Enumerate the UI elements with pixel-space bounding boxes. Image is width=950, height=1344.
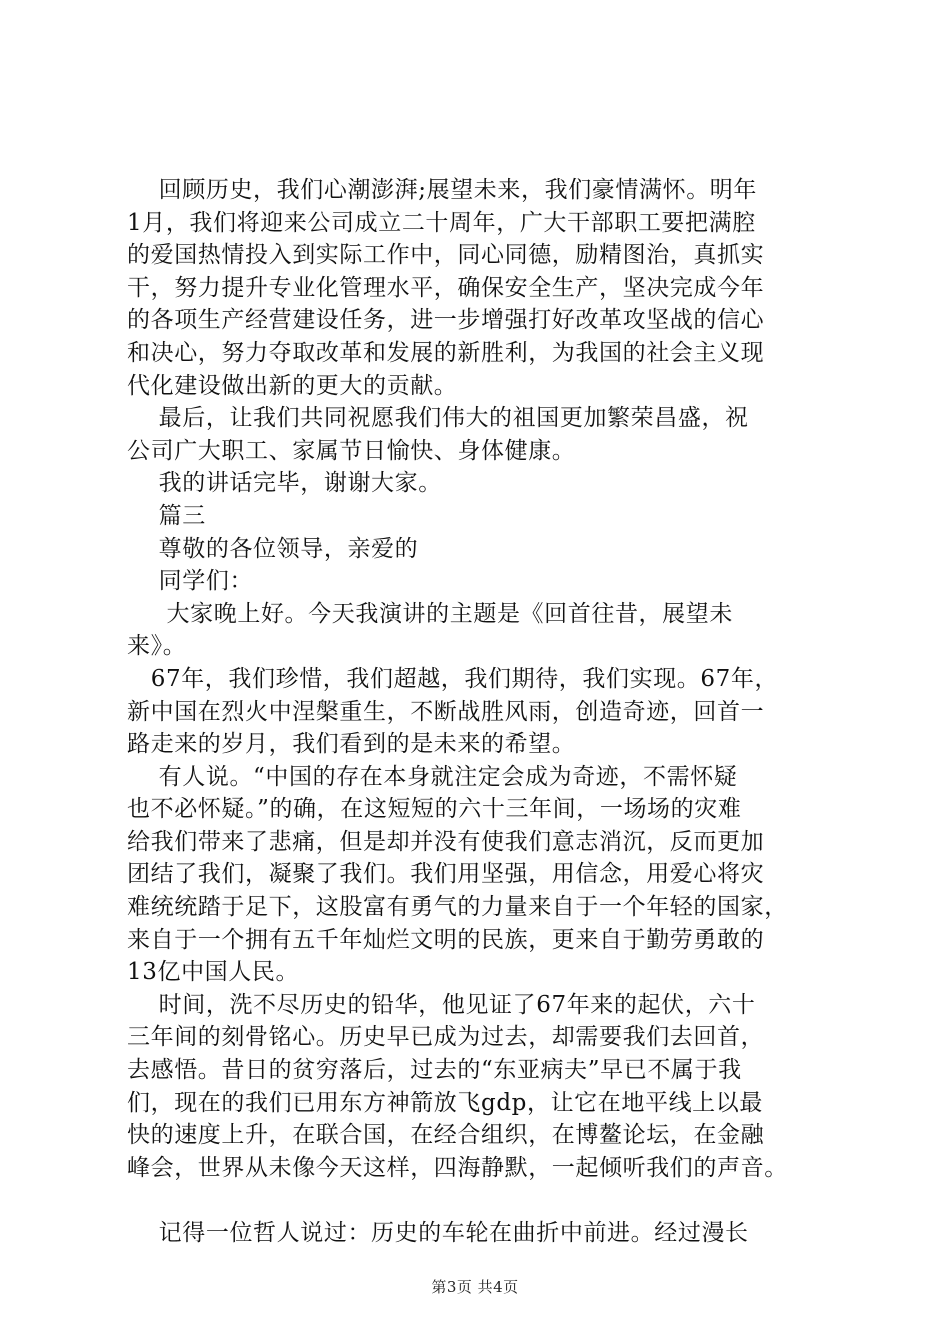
text-line: 1月，我们将迎来公司成立二十周年，广大干部职工要把满腔 (127, 209, 756, 236)
text-line: 代化建设做出新的更大的贡献。 (127, 372, 458, 399)
text-line: 的各项生产经营建设任务，进一步增强打好改革攻坚战的信心 (127, 307, 765, 334)
text-line: 13亿中国人民。 (127, 959, 300, 986)
text-line: 尊敬的各位领导，亲爱的 (127, 535, 419, 562)
text-line: 们，现在的我们已用东方神箭放飞gdp，让它在地平线上以最 (127, 1089, 763, 1116)
text-line: 公司广大职工、家属节日愉快、身体健康。 (127, 437, 576, 464)
text-line: 回顾历史，我们心潮澎湃;展望未来，我们豪情满怀。明年 (127, 177, 757, 203)
text-line: 的爱国热情投入到实际工作中，同心同德，励精图治，真抓实 (127, 242, 765, 269)
text-line: 同学们： (127, 568, 254, 595)
text-line: 最后，让我们共同祝愿我们伟大的祖国更加繁荣昌盛，祝 (127, 405, 749, 432)
body-text (127, 174, 832, 1250)
text-line: 时间，洗不尽历史的铅华，他见证了67年来的起伏，六十 (127, 991, 756, 1018)
text-line: 和决心，努力夺取改革和发展的新胜利，为我国的社会主义现 (127, 339, 765, 366)
text-line: 大家晚上好。今天我演讲的主题是《回首往昔，展望未 (127, 600, 733, 627)
text-line: 新中国在烈火中涅槃重生，不断战胜风雨，创造奇迹，回首一 (127, 698, 765, 725)
text-line: 给我们带来了悲痛，但是却并没有使我们意志消沉，反而更加 (127, 828, 765, 855)
text-line: 我的讲话完毕，谢谢大家。 (127, 470, 442, 497)
text-line: 有人说。“中国的存在本身就注定会成为奇迹，不需怀疑 (127, 763, 738, 790)
text-line: 快的速度上升，在联合国，在经合组织，在博鳌论坛，在金融 (127, 1122, 765, 1149)
text-line: 路走来的岁月，我们看到的是未来的希望。 (127, 731, 576, 758)
text-line: 团结了我们，凝聚了我们。我们用坚强，用信念，用爱心将灾 (127, 861, 765, 888)
text-line: 记得一位哲人说过：历史的车轮在曲折中前进。经过漫长 (127, 1220, 749, 1246)
text-line: 去感悟。昔日的贫穷落后，过去的“东亚病夫”早已不属于我 (127, 1057, 742, 1084)
text-line: 三年间的刻骨铭心。历史早已成为过去，却需要我们去回首， (127, 1024, 765, 1051)
text-line: 峰会，世界从未像今天这样，四海静默，一起倾听我们的声音。 (127, 1154, 788, 1181)
text-line: 也不必怀疑。”的确，在这短短的六十三年间，一场场的灾难 (127, 796, 742, 823)
text-line: 来自于一个拥有五千年灿烂文明的民族，更来自于勤劳勇敢的 (127, 926, 765, 953)
text-line: 67年，我们珍惜，我们超越，我们期待，我们实现。67年， (127, 665, 779, 692)
text-line: 篇三 (127, 502, 206, 529)
text-line: 干，努力提升专业化管理水平，确保安全生产，坚决完成今年 (127, 274, 765, 301)
page-footer: 第3页 共4页 (431, 1278, 519, 1296)
text-line: 难统统踏于足下，这股富有勇气的力量来自于一个年轻的国家， (127, 894, 788, 921)
text-line (127, 1184, 832, 1217)
text-line: 来》。 (127, 633, 187, 660)
